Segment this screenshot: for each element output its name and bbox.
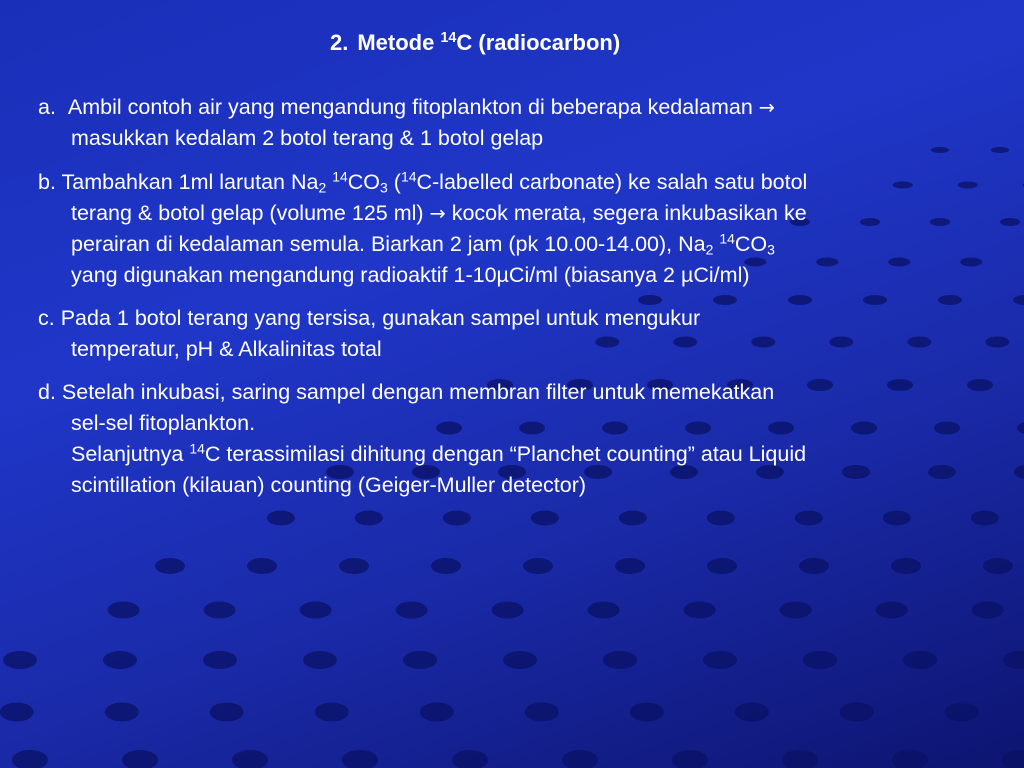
superscript: 14 [400,168,417,185]
subscript: 3 [767,241,775,258]
item-c-line-1: c. Pada 1 botol terang yang tersisa, gunakan sampel untuk mengukur [38,306,701,330]
title-text-prefix: Metode [357,30,441,55]
item-b-text-2a: terang & botol gelap (volume 125 ml) [71,201,430,225]
subscript: 2 [705,241,714,258]
item-b-text-3a: perairan di kedalaman semula. Biarkan 2 jam (pk 10.00-14.00), Na [71,232,706,256]
item-b-text-1a: b. Tambahkan 1ml larutan Na [38,170,319,194]
item-a-line-2: masukkan kedalam 2 botol terang & 1 botol gelap [71,126,544,150]
item-d-text-3b: C terassimilasi dihitung dengan “Planchet counting” atau Liquid [204,442,807,466]
title-superscript: 14 [440,30,457,47]
superscript: 14 [189,440,205,457]
item-c-line-2: temperatur, pH & Alkalinitas total [71,337,382,361]
item-d-text-3a: Selanjutnya [71,442,190,466]
item-d-line-4: scintillation (kilauan) counting (Geiger-Muller detector) [71,473,587,497]
item-a-line-1 [38,92,988,123]
item-b-line-2 [38,198,988,229]
item-a-marker: a. [38,95,56,119]
item-b-text-1b: CO [347,170,381,194]
item-b-line-4: yang digunakan mengandung radioaktif 1-10µCi/ml (biasanya 2 µCi/ml) [71,263,750,287]
subscript: 3 [380,179,388,196]
right-arrow-icon: → [758,96,775,119]
item-b-text-3b: CO [734,232,768,256]
item-b [38,167,988,291]
item-b-text-1d: C-labelled carbonate) ke salah satu botol [416,170,808,194]
item-d-line-1: d. Setelah inkubasi, saring sampel dengan membran filter untuk memekatkan [38,380,775,404]
item-b-line-1 [38,167,988,198]
item-b-text-1c: ( [387,170,401,194]
item-b-text-2b: kocok merata, segera inkubasikan ke [445,201,807,225]
superscript: 14 [332,168,348,185]
item-d [38,377,988,501]
slide-title [330,30,620,56]
subscript: 2 [318,179,327,196]
superscript: 14 [719,230,735,247]
title-number: 2. [330,30,349,55]
item-d-line-3 [38,439,988,470]
title-text-suffix: C (radiocarbon) [456,30,621,55]
item-a-text: Ambil contoh air yang mengandung fitoplankton di beberapa kedalaman [67,95,753,119]
item-b-line-3 [38,229,988,260]
item-d-line-2: sel-sel fitoplankton. [71,411,256,435]
item-a [38,92,988,154]
right-arrow-icon: → [429,202,446,225]
item-c [38,303,988,365]
